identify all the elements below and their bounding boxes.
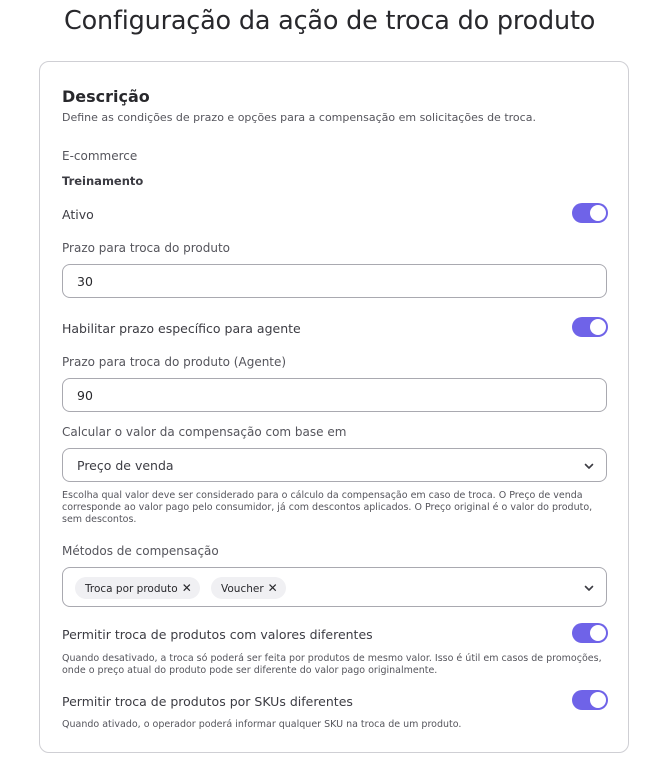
toggle-knob	[590, 319, 606, 335]
store-channel: E-commerce	[62, 149, 138, 163]
different-skus-help: Quando ativado, o operador poderá informar qualquer SKU na troca de um produto.	[62, 719, 462, 730]
agent-deadline-label: Prazo para troca do produto (Agente)	[62, 355, 287, 369]
settings-card	[39, 61, 629, 753]
chevron-down-icon	[582, 581, 596, 595]
chip-label: Voucher	[221, 583, 264, 595]
chip-troca-por-produto	[75, 577, 200, 599]
active-toggle[interactable]	[572, 203, 608, 223]
compensation-basis-select[interactable]	[62, 448, 607, 482]
different-skus-toggle[interactable]	[572, 690, 608, 710]
different-values-toggle[interactable]	[572, 623, 608, 643]
chip-label: Troca por produto	[85, 583, 178, 595]
different-values-label: Permitir troca de produtos com valores diferentes	[62, 627, 373, 642]
toggle-knob	[590, 625, 606, 641]
active-label: Ativo	[62, 207, 94, 222]
toggle-knob	[590, 205, 606, 221]
chip-voucher	[211, 577, 286, 599]
compensation-basis-help: Escolha qual valor deve ser considerado para o cálculo da compensação em caso de troca. O Preço de venda corresponde ao valor pago pelo consumidor, já com descontos aplicados. O Preço original é o valor do produto, sem descontos.	[62, 490, 593, 525]
compensation-methods-label: Métodos de compensação	[62, 544, 219, 558]
exchange-deadline-label: Prazo para troca do produto	[62, 241, 230, 255]
toggle-knob	[590, 692, 606, 708]
page-title: Configuração da ação de troca do produto	[64, 6, 596, 36]
agent-deadline-toggle-label: Habilitar prazo específico para agente	[62, 321, 301, 336]
agent-deadline-toggle[interactable]	[572, 317, 608, 337]
store-name: Treinamento	[62, 174, 144, 188]
close-icon[interactable]: ✕	[181, 581, 192, 595]
section-description: Define as condições de prazo e opções para a compensação em solicitações de troca.	[62, 111, 536, 124]
compensation-methods-select[interactable]	[62, 567, 607, 607]
compensation-basis-value: Preço de venda	[77, 458, 174, 473]
compensation-basis-label: Calcular o valor da compensação com base em	[62, 425, 347, 439]
chevron-down-icon	[582, 459, 596, 473]
different-skus-label: Permitir troca de produtos por SKUs diferentes	[62, 694, 353, 709]
agent-deadline-input[interactable]	[62, 378, 607, 412]
close-icon[interactable]: ✕	[267, 581, 278, 595]
section-title: Descrição	[62, 87, 150, 106]
exchange-deadline-input[interactable]	[62, 264, 607, 298]
different-values-help: Quando desativado, a troca só poderá ser feita por produtos de mesmo valor. Isso é útil em casos de promoções, onde o preço atual do produto pode ser diferente do valor pago originalmente.	[62, 653, 602, 676]
